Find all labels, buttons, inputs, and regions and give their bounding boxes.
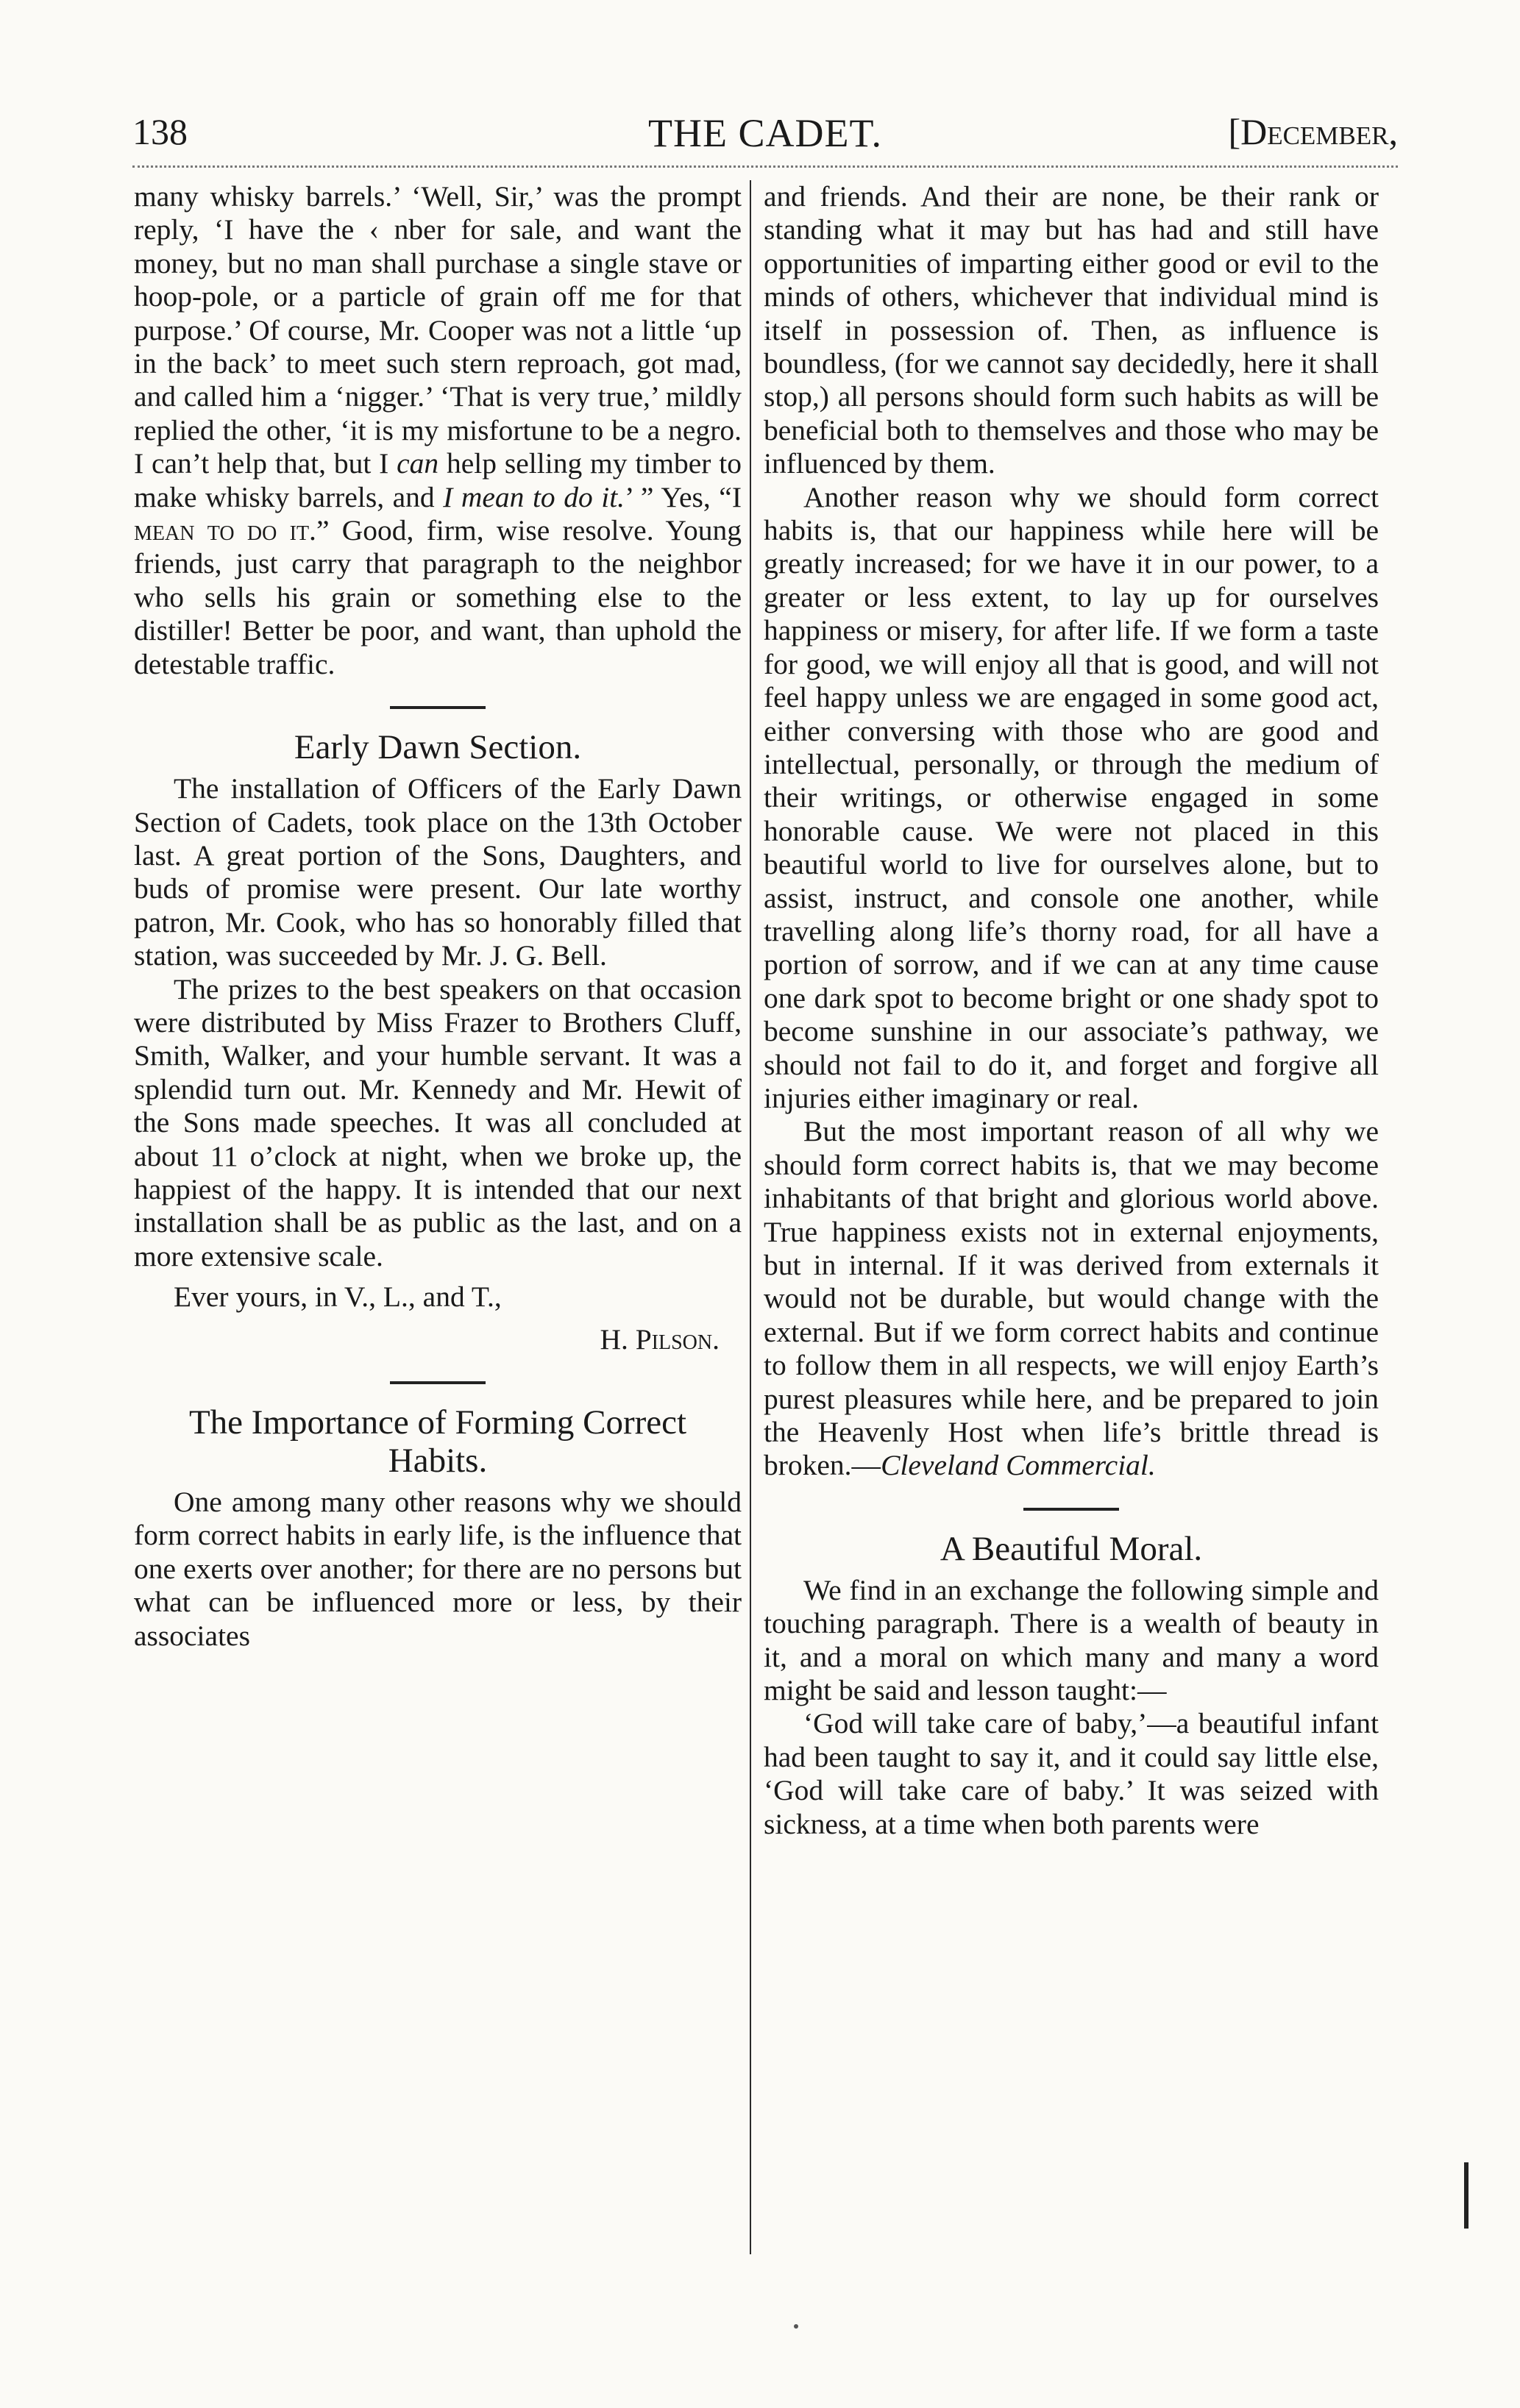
section-heading-correct-habits xyxy=(134,1403,742,1480)
paragraph-continued: and friends. And their are none, be their rank or standing what it may but has had and still have opportunities of imparting either good or evil to the minds of others, whichever that individual mind is itself in possession of. Then, as influence is boundless, (for we cannot say decidedly, here it shall stop,) all persons should form such habits as will be beneficial both to themselves and those who may be influenced by them. xyxy=(764,180,1379,480)
paragraph-prizes: The prizes to the best speakers on that occasion were distributed by Miss Frazer to Brothers Cluff, Smith, Walker, and your humble servant. It was a splendid turn out. Mr. Kennedy and Mr. Hewit of the Sons made speeches. It was all concluded at about 11 o’clock at night, when we broke up, the happiest of the happy. It is intended that our next installation shall be as public as the last, and on a more extensive scale. xyxy=(134,972,742,1272)
paragraph-whisky xyxy=(134,180,742,681)
paragraph-installation: The installation of Officers of the Early Dawn Section of Cadets, took place on the 13th October last. A great portion of the Sons, Daughters, and buds of promise were present. Our late worthy patron, Mr. Cook, who has so honorably filled that station, was succeeded by Mr. J. G. Bell. xyxy=(134,772,742,972)
page-number: 138 xyxy=(132,111,188,152)
section-rule xyxy=(1023,1508,1119,1511)
heading-line: The Importance of Forming Correct xyxy=(188,1403,687,1442)
page-header xyxy=(132,110,1398,169)
paragraph-exchange: We find in an exchange the following simple and touching paragraph. There is a wealth of beauty in it, and a moral on which many and many a word might be said and lesson taught:— xyxy=(764,1573,1379,1707)
paragraph-baby: ‘God will take care of baby,’—a beautiful infant had been taught to say it, and it could say little else, ‘God will take care of baby.’ It was seized with sickness, at a time when both parents were xyxy=(764,1707,1379,1840)
column-divider xyxy=(750,180,751,2254)
paragraph-most-important xyxy=(764,1115,1379,1482)
section-heading-early-dawn: Early Dawn Section. xyxy=(294,728,582,767)
page-speck xyxy=(794,2324,798,2329)
text-run: many whisky barrels.’ ‘Well, Sir,’ was the prompt reply, ‘I have the ‹ nber for sale, and want the money, but no man shall purchase a single stave or hoop-pole, or a particle of grain off me for that purpose.’ Of course, Mr. Cooper was not a little ‘up in the back’ to meet such stern reproach, got mad, and called him a ‘nigger.’ ‘That is very true,’ mildly replied the other, ‘it is my misfortune to be a negro. I can’t help that, but I xyxy=(134,180,742,480)
section-rule xyxy=(390,706,486,709)
text-run: But the most important reason of all why we should form correct habits is, that we may become inhabitants of that bright and glorious world above. True happiness exists not in external enjoyments, but in internal. If it was derived from externals it would not be durable, but would change with the external. But if we form correct habits and continue to follow them in all respects, we will enjoy Earth’s purest pleasures while here, and be prepared to join the Heavenly Host when life’s brittle thread is broken.— xyxy=(764,1115,1379,1482)
text-run: ’ ” Yes, “ xyxy=(625,480,732,513)
right-column xyxy=(764,180,1379,1841)
section-heading-beautiful-moral: A Beautiful Moral. xyxy=(940,1529,1203,1568)
left-column xyxy=(134,180,742,1653)
paragraph-reasons: One among many other reasons why we should form correct habits in early life, is the influence that one exerts over another; for there are no persons but what can be influenced more or less, by their associates xyxy=(134,1486,742,1652)
emphasis-mean: I mean to do it. xyxy=(443,480,625,513)
heading-line: Habits. xyxy=(388,1442,488,1480)
running-month: [December, xyxy=(1228,111,1398,152)
header-rule xyxy=(132,165,1398,168)
smallcaps-mean: I mean to do it. xyxy=(134,480,742,547)
section-rule xyxy=(390,1381,486,1384)
text-run: help selling my timber to make whisky barrels, and xyxy=(134,447,742,513)
closing-line: Ever yours, in V., L., and T., xyxy=(174,1280,502,1314)
signature xyxy=(134,1323,742,1356)
signature-name: H. Pilson. xyxy=(600,1322,720,1356)
margin-mark xyxy=(1464,2162,1468,2229)
running-title: THE CADET. xyxy=(648,111,882,155)
paragraph-another-reason: Another reason why we should form correct habits is, that our happiness while here will be greatly increased; for we have it in our power, to a greater or less extent, to lay up for ourselves happiness or misery, for after life. If we form a taste for good, we will enjoy all that is good, and will not feel happy unless we are engaged in some good act, either conversing with those who are good and intellectual, personally, or through the medium of their writings, or otherwise engaged in some honorable cause. We were not placed in this beautiful world to live for ourselves alone, but to assist, instruct, and console one another, while travelling along life’s thorny road, for all have a portion of sorrow, and if we can at any time cause one dark spot to become bright or one shady spot to become sunshine in our associate’s pathway, we should not fail to do it, and forget and forgive all injuries either imaginary or real. xyxy=(764,480,1379,1114)
text-run: ” Good, firm, wise resolve. Young friends, just carry that paragraph to the neighbor who sells his grain or something else to the distiller! Better be poor, and want, than uphold the detestable traffic. xyxy=(134,514,742,680)
source-citation: Cleveland Commercial. xyxy=(881,1449,1156,1482)
emphasis-can: can xyxy=(397,447,439,480)
